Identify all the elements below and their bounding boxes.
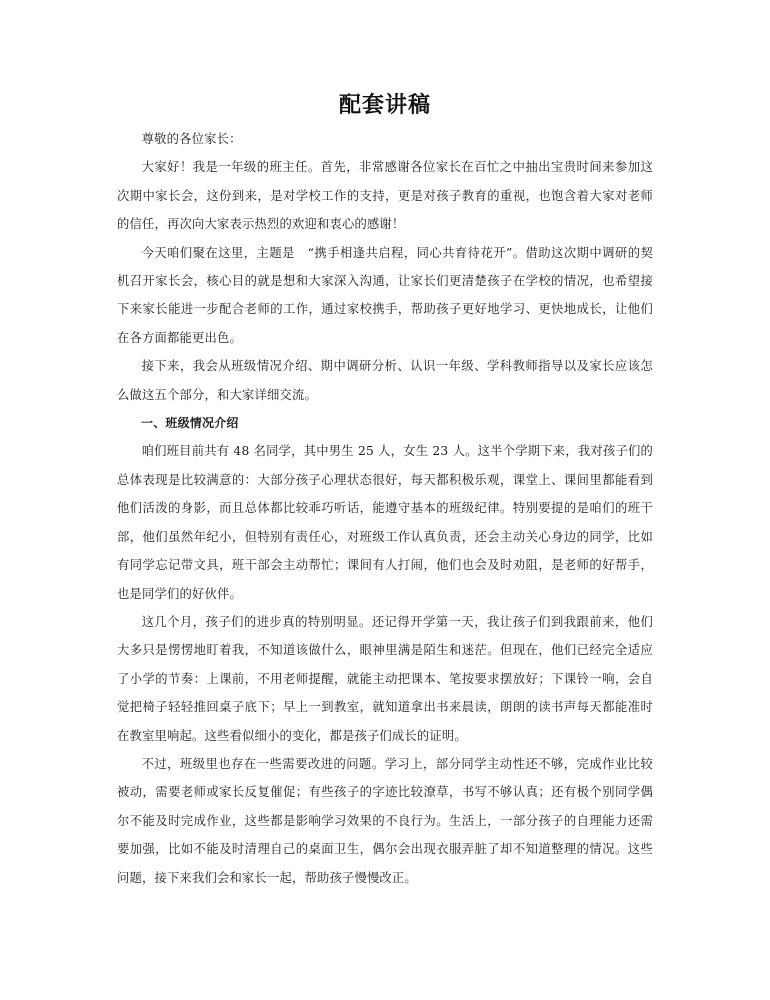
paragraph: 不过，班级里也存在一些需要改进的问题。学习上，部分同学主动性还不够，完成作业比较被动，需要老师或家长反复催促；有些孩子的字迹比较潦草，书写不够认真；还有极个别同学偶尔不能及时完成作业，这些都是影响学习效果的不良行为。生活上，一部分孩子的自理能力还需要加强，比如不能及时清理自己的桌面卫生，偶尔会出现衣服弄脏了却不知道整理的情况。这些问题，接下来我们会和家长一起，帮助孩子慢慢改正。 bbox=[117, 756, 653, 885]
paragraph: 咱们班目前共有 48 名同学，其中男生 25 人，女生 23 人。这半个学期下来，我对孩子们的总体表现是比较满意的：大部分孩子心理状态很好，每天都积极乐观，课堂上、课间里都能看到他们活泼的身影，而且总体都比较乖巧听话，能遵守基本的班级纪律。特别要提的是咱们的班干部，他们虽然年纪小，但特别有责任心，对班级工作认真负责，还会主动关心身边的同学，比如有同学忘记带文具，班干部会主动帮忙；课间有人打闹，他们也会及时劝阻，是老师的好帮手，也是同学们的好伙伴。 bbox=[117, 444, 653, 601]
paragraph: 大家好！我是一年级的班主任。首先，非常感谢各位家长在百忙之中抽出宝贵时间来参加这次期中家长会，这份到来，是对学校工作的支持，更是对孩子教育的重视，也饱含着大家对老师的信任，再次向大家表示热烈的欢迎和衷心的感谢！ bbox=[117, 160, 653, 232]
paragraph: 今天咱们聚在这里，主题是 “携手相逢共启程，同心共育待花开”。借助这次期中调研的契机召开家长会，核心目的就是想和大家深入沟通，让家长们更清楚孩子在学校的情况，也希望接下来家长能进一步配合老师的工作，通过家校携手，帮助孩子更好地学习、更快地成长，让他们在各方面都能更出色。 bbox=[117, 245, 653, 345]
document-body bbox=[117, 125, 653, 892]
salutation: 尊敬的各位家长： bbox=[141, 132, 242, 146]
paragraph: 这几个月，孩子们的进步真的特别明显。还记得开学第一天，我让孩子们到我跟前来，他们大多只是愣愣地盯着我，不知道该做什么，眼神里满是陌生和迷茫。但现在，他们已经完全适应了小学的节奏：上课前，不用老师提醒，就能主动把课本、笔按要求摆放好；下课铃一响，会自觉把椅子轻轻推回桌子底下；早上一到教室，就知道拿出书来晨读，朗朗的读书声每天都能准时在教室里响起。这些看似细小的变化，都是孩子们成长的证明。 bbox=[117, 614, 653, 743]
paragraph: 接下来，我会从班级情况介绍、期中调研分析、认识一年级、学科教师指导以及家长应该怎么做这五个部分，和大家详细交流。 bbox=[117, 359, 653, 402]
document-title: 配套讲稿 bbox=[338, 93, 431, 118]
section-heading: 一、班级情况介绍 bbox=[141, 416, 239, 431]
